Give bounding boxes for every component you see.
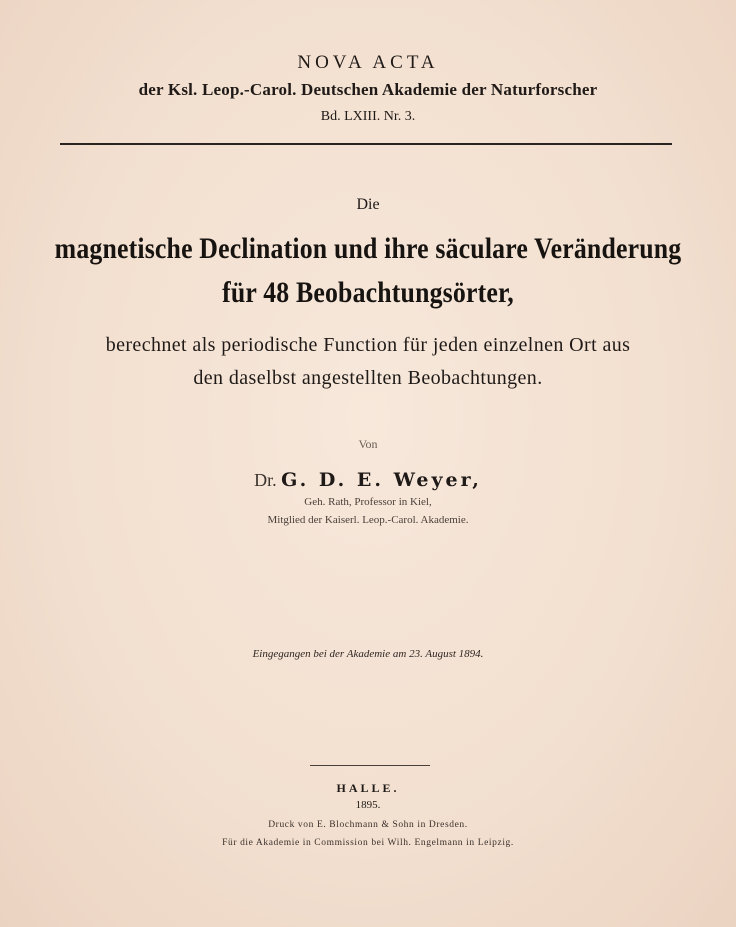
title-article: Die [356, 196, 380, 213]
series-title: NOVA ACTA [297, 52, 439, 73]
subtitle-line-2: den daselbst angestellten Beobachtungen. [193, 367, 543, 389]
imprint-city: HALLE. [336, 781, 400, 795]
imprint-printer: Druck von E. Blochmann & Sohn in Dresden. [268, 820, 468, 830]
volume-number: Bd. LXIII. Nr. 3. [320, 109, 416, 124]
imprint-rule [310, 765, 430, 766]
academy-name: der Ksl. Leop.-Carol. Deutschen Akademie der Naturforscher [138, 80, 598, 99]
author-affiliation-1: Geh. Rath, Professor in Kiel, [304, 496, 432, 508]
main-title-line-2: für 48 Beobachtungsörter, [222, 276, 514, 309]
header-rule [60, 143, 672, 145]
by-label: Von [358, 437, 378, 451]
main-title-line-1: magnetische Declination und ihre säculare Veränderung [54, 232, 682, 265]
author-name: G. D. E. Weyer, [281, 469, 482, 491]
subtitle-line-1: berechnet als periodische Function für jeden einzelnen Ort aus [105, 334, 631, 356]
author-affiliation-2: Mitglied der Kaiserl. Leop.-Carol. Akademie. [267, 514, 469, 526]
author-line [0, 469, 736, 491]
imprint-commission: Für die Akademie in Commission bei Wilh. Engelmann in Leipzig. [222, 838, 514, 848]
author-prefix: Dr. [254, 470, 277, 490]
received-note: Eingegangen bei der Akademie am 23. August 1894. [252, 648, 484, 660]
imprint-year: 1895. [355, 799, 381, 811]
